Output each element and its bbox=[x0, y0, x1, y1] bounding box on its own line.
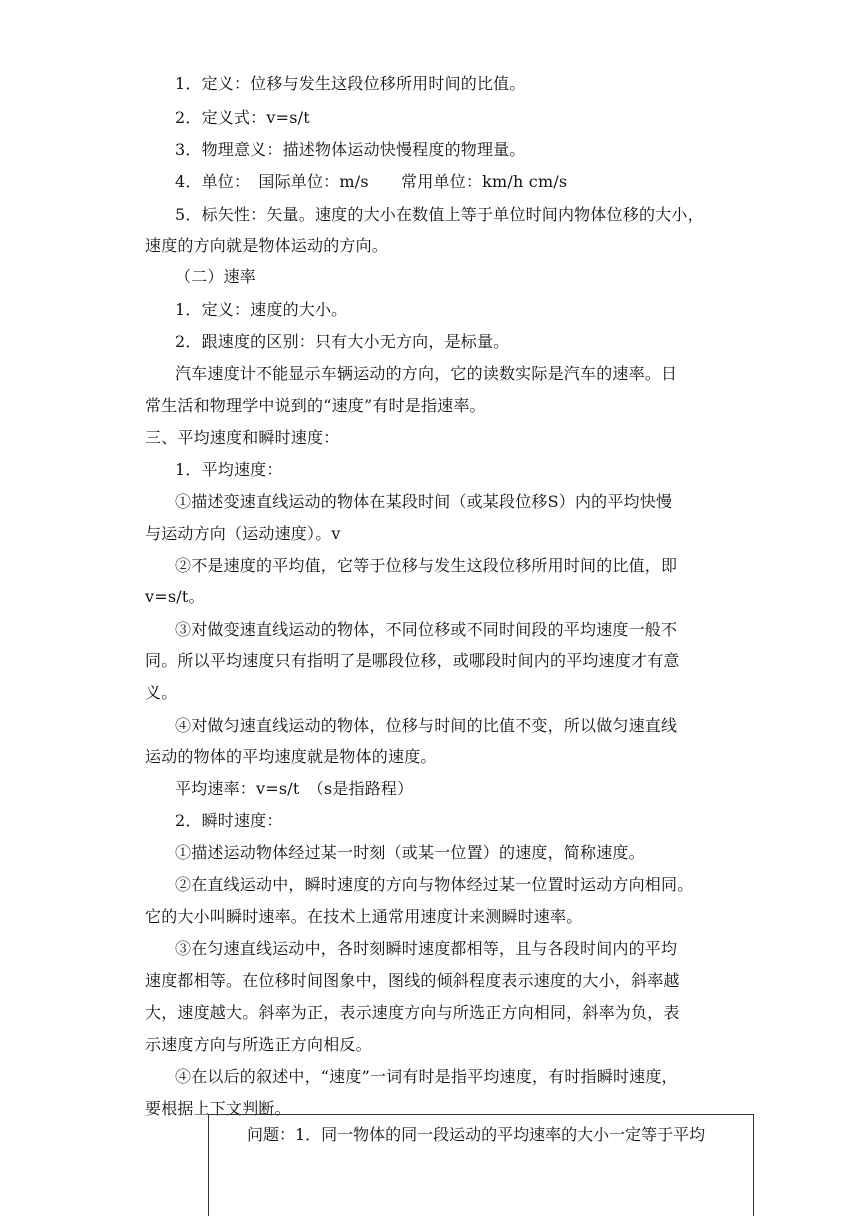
instantaneous-velocity-heading: 2．瞬时速度： bbox=[175, 811, 283, 830]
speed-difference: 2．跟速度的区别：只有大小无方向，是标量。 bbox=[175, 332, 510, 351]
instantaneous-velocity-point-1: ①描述运动物体经过某一时刻（或某一位置）的速度，简称速度。 bbox=[175, 843, 645, 862]
instantaneous-velocity-point-2-continued: 它的大小叫瞬时速率。在技术上通常用速度计来测瞬时速率。 bbox=[145, 907, 583, 926]
average-instant-velocity-heading: 三、平均速度和瞬时速度： bbox=[145, 428, 340, 447]
average-velocity-point-3: ③对做变速直线运动的物体，不同位移或不同时间段的平均速度一般不 bbox=[175, 620, 678, 639]
velocity-vector-nature: 5．标矢性：矢量。速度的大小在数值上等于单位时间内物体位移的大小， bbox=[175, 205, 704, 224]
velocity-formula: 2．定义式：v=s/t bbox=[175, 108, 310, 127]
average-velocity-point-3-end: 义。 bbox=[145, 683, 178, 702]
speedometer-paragraph: 汽车速度计不能显示车辆运动的方向，它的读数实际是汽车的速率。日 bbox=[175, 364, 678, 383]
average-velocity-point-1: ①描述变速直线运动的物体在某段时间（或某段位移S）内的平均快慢 bbox=[175, 492, 673, 511]
average-velocity-point-3-continued: 同。所以平均速度只有指明了是哪段位移，或哪段时间内的平均速度才有意 bbox=[145, 651, 680, 670]
instantaneous-velocity-point-4-continued: 要根据上下文判断。 bbox=[145, 1099, 291, 1118]
average-velocity-point-2-continued: v=s/t。 bbox=[145, 587, 205, 606]
instantaneous-velocity-point-2: ②在直线运动中，瞬时速度的方向与物体经过某一位置时运动方向相同。 bbox=[175, 875, 694, 894]
average-velocity-point-4-continued: 运动的物体的平均速度就是物体的速度。 bbox=[145, 747, 437, 766]
question-text: 问题：1．同一物体的同一段运动的平均速率的大小一定等于平均 bbox=[247, 1125, 706, 1144]
average-speed-formula: 平均速率：v=s/t （s是指路程） bbox=[175, 779, 414, 798]
instantaneous-velocity-point-3-continued: 速度都相等。在位移时间图象中，图线的倾斜程度表示速度的大小，斜率越 bbox=[145, 971, 680, 990]
velocity-units: 4．单位： 国际单位：m/s 常用单位：km/h cm/s bbox=[175, 172, 568, 191]
velocity-definition: 1．定义：位移与发生这段位移所用时间的比值。 bbox=[175, 74, 526, 93]
instantaneous-velocity-point-3-line-3: 大，速度越大。斜率为正，表示速度方向与所选正方向相同，斜率为负，表 bbox=[145, 1003, 680, 1022]
speed-section-heading: （二）速率 bbox=[175, 267, 257, 286]
velocity-physical-meaning: 3．物理意义：描述物体运动快慢程度的物理量。 bbox=[175, 140, 526, 159]
instantaneous-velocity-point-4: ④在以后的叙述中，“速度”一词有时是指平均速度，有时指瞬时速度， bbox=[175, 1067, 678, 1086]
average-velocity-point-1-continued: 与运动方向（运动速度）。v bbox=[145, 524, 341, 543]
question-box bbox=[208, 1114, 754, 1216]
average-velocity-point-2: ②不是速度的平均值，它等于位移与发生这段位移所用时间的比值，即 bbox=[175, 556, 678, 575]
speed-definition: 1．定义：速度的大小。 bbox=[175, 300, 348, 319]
average-velocity-heading: 1．平均速度： bbox=[175, 460, 283, 479]
velocity-vector-nature-continued: 速度的方向就是物体运动的方向。 bbox=[145, 236, 389, 255]
speedometer-paragraph-continued: 常生活和物理学中说到的“速度”有时是指速率。 bbox=[145, 396, 486, 415]
instantaneous-velocity-point-3: ③在匀速直线运动中，各时刻瞬时速度都相等，且与各段时间内的平均 bbox=[175, 939, 678, 958]
average-velocity-point-4: ④对做匀速直线运动的物体，位移与时间的比值不变，所以做匀速直线 bbox=[175, 716, 678, 735]
instantaneous-velocity-point-3-end: 示速度方向与所选正方向相反。 bbox=[145, 1035, 372, 1054]
